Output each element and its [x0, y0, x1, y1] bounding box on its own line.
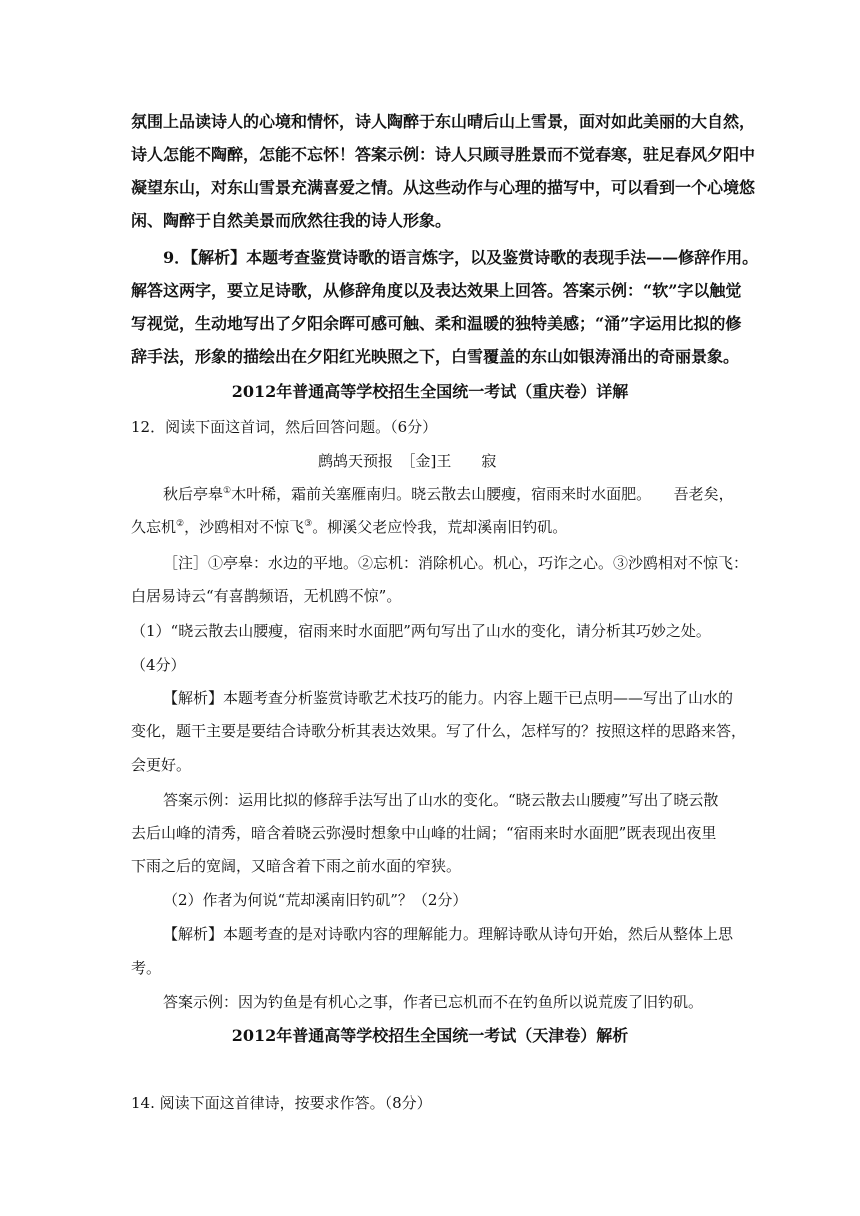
poem-notes-line: ［注］①亭皋：水边的平地。②忘机：消除机心。机心，巧诈之心。③沙鸥相对不惊飞：: [163, 554, 749, 572]
footnote-marker: ③: [304, 519, 313, 529]
poem-text: 秋后亭皋: [163, 485, 224, 503]
answer-example-line: 去后山峰的清秀，暗含着晓云弥漫时想象中山峰的壮阔；“宿雨来时水面肥”既表现出夜里: [131, 824, 717, 842]
paragraph-line: 闲、陶醉于自然美景而欣然往我的诗人形象。: [131, 211, 452, 230]
section-heading-tianjin: 2012年普通高等学校招生全国统一考试（天津卷）解析: [231, 1026, 629, 1045]
answer-example-line: 答案示例：因为钓鱼是有机心之事，作者已忘机而不在钓鱼所以说荒废了旧钓矶。: [163, 993, 704, 1011]
analysis-line: 【解析】本题考查分析鉴赏诗歌艺术技巧的能力。内容上题干已点明——写出了山水的: [163, 689, 734, 707]
answer-example-line: 下雨之后的宽阔，又暗含着下雨之前水面的窄狭。: [131, 857, 462, 875]
paragraph-line: 凝望东山，对东山雪景充满喜爱之情。从这些动作与心理的描写中，可以看到一个心境悠: [131, 178, 756, 197]
q9-answer-line: 写视觉，生动地写出了夕阳余晖可感可触、柔和温暖的独特美感；“涌”字运用比拟的修: [131, 314, 742, 333]
question-12: 12．阅读下面这首词，然后回答问题。（6分）: [131, 418, 438, 436]
subquestion-1: （1）“晓云散去山腰瘦，宿雨来时水面肥”两句写出了山水的变化，请分析其巧妙之处。: [131, 622, 711, 640]
q9-answer-line: 解答这两字，要立足诗歌，从修辞角度以及表达效果上回答。答案示例：“软”字以触觉: [131, 281, 742, 300]
analysis-line: 【解析】本题考查的是对诗歌内容的理解能力。理解诗歌从诗句开始，然后从整体上思: [163, 925, 734, 943]
q9-answer-line: 辞手法，形象的描绘出在夕阳红光映照之下，白雪覆盖的东山如银涛涌出的奇丽景象。: [131, 347, 740, 366]
analysis-line: 变化，题干主要是要结合诗歌分析其表达效果。写了什么，怎样写的？按照这样的思路来答，: [131, 722, 747, 740]
poem-line-2: [131, 517, 860, 537]
poem-notes-line: 白居易诗云“有喜鹊频语，无机鸥不惊”。: [131, 587, 402, 605]
subquestion-1-score: （4分）: [131, 656, 186, 674]
poem-text: 久忘机: [131, 518, 177, 536]
paragraph-line: 诗人怎能不陶醉，怎能不忘怀！答案示例：诗人只顾寻胜景而不觉春寒，驻足春风夕阳中: [131, 145, 756, 164]
answer-example-line: 答案示例：运用比拟的修辞手法写出了山水的变化。“晓云散去山腰瘦”写出了晓云散: [163, 791, 719, 809]
poem-line-1: [163, 484, 860, 504]
analysis-line: 会更好。: [131, 756, 192, 774]
poem-text: 。柳溪父老应怜我，荒却溪南旧钓矶。: [312, 518, 568, 536]
q9-answer-line: 9．【解析】本题考查鉴赏诗歌的语言炼字，以及鉴赏诗歌的表现手法——修辞作用。: [163, 248, 759, 267]
analysis-line: 考。: [131, 959, 162, 977]
poem-title: 鹧鸪天预报 ［金]王 寂: [318, 452, 497, 470]
footnote-marker: ①: [223, 486, 232, 496]
subquestion-2: （2）作者为何说“荒却溪南旧钓矶”？（2分）: [163, 891, 468, 909]
footnote-marker: ②: [176, 519, 185, 529]
paragraph-line: 氛围上品读诗人的心境和情怀，诗人陶醉于东山晴后山上雪景，面对如此美丽的大自然，: [131, 112, 756, 131]
poem-text: 木叶稀，霜前关塞雁南归。晓云散去山腰瘦，宿雨来时水面肥。 吾老矣，: [231, 485, 734, 503]
question-14: 14. 阅读下面这首律诗，按要求作答。（8分）: [131, 1094, 432, 1112]
poem-text: ，沙鸥相对不惊飞: [184, 518, 305, 536]
section-heading-chongqing: 2012年普通高等学校招生全国统一考试（重庆卷）详解: [231, 382, 629, 401]
